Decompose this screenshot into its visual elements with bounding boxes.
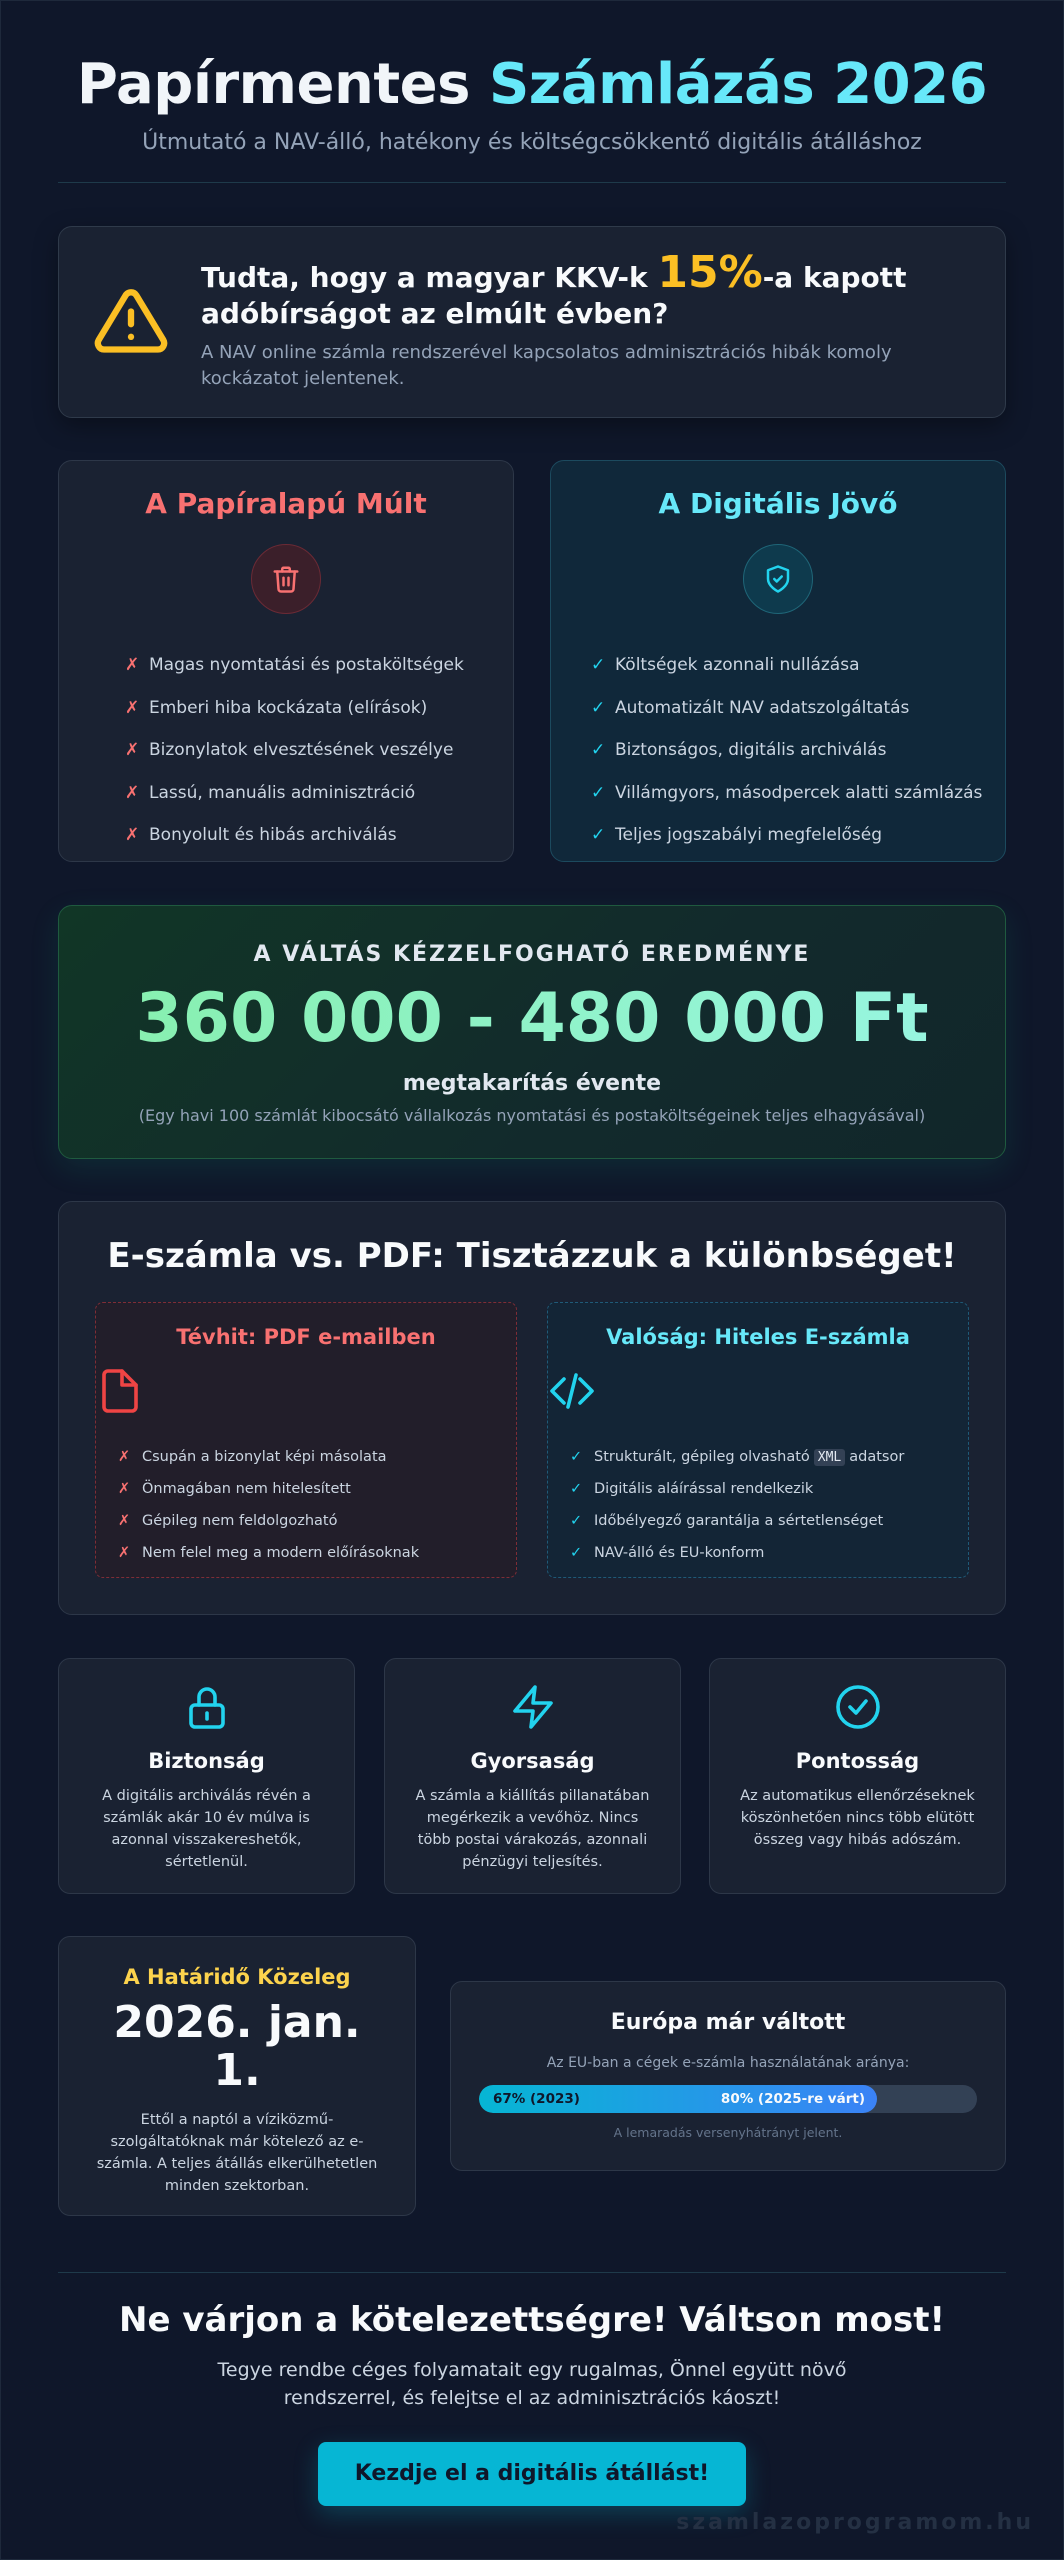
deadline-date: 2026. jan. 1. bbox=[113, 1997, 361, 2096]
cross-icon: ✗ bbox=[118, 1513, 131, 1529]
list-item-text: Gépileg nem feldolgozható bbox=[142, 1513, 338, 1529]
list-item-text: Biztonságos, digitális archiválás bbox=[615, 740, 887, 761]
page-subtitle: Útmutató a NAV-álló, hatékony és költségcsökkentő digitális átálláshoz bbox=[142, 130, 922, 155]
list-item bbox=[591, 687, 1005, 730]
cross-icon: ✗ bbox=[125, 740, 140, 761]
myth-title: Tévhit: PDF e-mailben bbox=[176, 1325, 436, 1349]
paper-past-card bbox=[58, 460, 514, 862]
europe-footnote: A lemaradás versenyhátrányt jelent. bbox=[613, 2125, 843, 2140]
list-item bbox=[591, 644, 1005, 687]
deadline-text: Ettől a naptól a víziközmű-szolgáltatóknak már kötelező az e-számla. A teljes átállás elkerülhetetlen minden szektorban. bbox=[96, 2112, 378, 2194]
einvoice-vs-pdf-section bbox=[58, 1201, 1006, 1615]
cross-icon: ✗ bbox=[125, 697, 140, 718]
alert-question-after: -a kapott adóbírságot az elmúlt évben? bbox=[201, 261, 907, 330]
cross-icon: ✗ bbox=[125, 782, 140, 803]
check-icon: ✓ bbox=[591, 740, 606, 761]
past-icon-bubble bbox=[251, 544, 321, 614]
feature-title: Biztonság bbox=[148, 1749, 265, 1773]
list-item bbox=[125, 814, 513, 857]
page-header bbox=[58, 50, 1006, 155]
europe-card bbox=[450, 1981, 1006, 2171]
list-item bbox=[125, 687, 513, 730]
list-item-text: adatsor bbox=[849, 1449, 905, 1465]
check-icon: ✓ bbox=[570, 1449, 583, 1465]
myth-list bbox=[118, 1441, 516, 1569]
cross-icon: ✗ bbox=[118, 1449, 131, 1465]
shield-check-icon bbox=[763, 564, 793, 594]
list-item-text: Nem felel meg a modern előírásoknak bbox=[142, 1545, 420, 1561]
label-2023: 67% (2023) bbox=[493, 2091, 580, 2107]
deadline-title: A Határidő Közeleg bbox=[123, 1965, 351, 1989]
compare-title: E-számla vs. PDF: Tisztázzuk a különbséget! bbox=[107, 1236, 957, 1276]
check-icon: ✓ bbox=[591, 655, 606, 676]
past-list bbox=[125, 644, 513, 857]
list-item-text: NAV-álló és EU-konform bbox=[594, 1545, 765, 1561]
future-icon-bubble bbox=[743, 544, 813, 614]
list-item bbox=[125, 772, 513, 815]
list-item-text: Teljes jogszabályi megfelelőség bbox=[615, 825, 883, 846]
list-item bbox=[591, 729, 1005, 772]
alert-question bbox=[201, 247, 961, 332]
list-item bbox=[570, 1537, 968, 1569]
cross-icon: ✗ bbox=[125, 655, 140, 676]
check-icon: ✓ bbox=[591, 825, 606, 846]
check-circle-icon bbox=[834, 1683, 882, 1731]
cross-icon: ✗ bbox=[118, 1481, 131, 1497]
cross-icon: ✗ bbox=[125, 825, 140, 846]
list-item bbox=[570, 1473, 968, 1505]
trash-icon bbox=[271, 564, 301, 594]
savings-note: (Egy havi 100 számlát kibocsátó vállalkozás nyomtatási és postaköltségeinek teljes elhagyásával) bbox=[138, 1106, 926, 1125]
page-title bbox=[58, 50, 1006, 120]
title-part-1: Papírmentes bbox=[76, 52, 470, 117]
list-item bbox=[591, 772, 1005, 815]
cross-icon: ✗ bbox=[118, 1545, 131, 1561]
list-item bbox=[118, 1537, 516, 1569]
list-item-text: Emberi hiba kockázata (elírások) bbox=[149, 697, 428, 718]
list-item-text: Csupán a bizonylat képi másolata bbox=[142, 1449, 387, 1465]
header-divider bbox=[58, 182, 1006, 183]
list-item-text: Költségek azonnali nullázása bbox=[615, 655, 860, 676]
warning-triangle-icon bbox=[93, 283, 169, 359]
list-item-text: Bizonylatok elvesztésének veszélye bbox=[149, 740, 454, 761]
feature-card-accuracy bbox=[709, 1658, 1006, 1894]
watermark: szamlazoprogramom.hu bbox=[676, 2510, 1034, 2535]
check-icon: ✓ bbox=[591, 697, 606, 718]
adoption-progress-bar bbox=[479, 2085, 977, 2113]
list-item-text: Villámgyors, másodpercek alatti számlázás bbox=[615, 782, 983, 803]
alert-question-before: Tudta, hogy a magyar KKV-k bbox=[201, 261, 648, 294]
feature-text: A számla a kiállítás pillanatában megérkezik a vevőhöz. Nincs több postai várakozás, azonnali pénzügyi teljesítés. bbox=[415, 1788, 650, 1870]
check-icon: ✓ bbox=[570, 1481, 583, 1497]
feature-text: A digitális archiválás révén a számlák akár 10 év múlva is azonnal visszakereshetők, sértetlenül. bbox=[102, 1788, 311, 1870]
feature-text: Az automatikus ellenőrzéseknek köszönhetően nincs több elütött összeg vagy hibás adószám. bbox=[740, 1788, 975, 1848]
savings-card bbox=[58, 905, 1006, 1159]
myth-box bbox=[95, 1302, 517, 1578]
list-item bbox=[118, 1441, 516, 1473]
list-item-text: Lassú, manuális adminisztráció bbox=[149, 782, 416, 803]
europe-subtitle: Az EU-ban a cégek e-számla használatának aránya: bbox=[546, 2055, 910, 2071]
list-item bbox=[125, 729, 513, 772]
alert-description: A NAV online számla rendszerével kapcsolatos adminisztrációs hibák komoly kockázatot jelentenek. bbox=[201, 342, 892, 389]
cta-divider bbox=[58, 2272, 1006, 2273]
feature-card-security bbox=[58, 1658, 355, 1894]
list-item-text: Bonyolult és hibás archiválás bbox=[149, 825, 397, 846]
feature-title: Pontosság bbox=[795, 1749, 920, 1773]
list-item-text: Önmagában nem hitelesített bbox=[142, 1481, 351, 1497]
title-part-2: Számlázás 2026 bbox=[488, 52, 988, 117]
savings-unit: megtakarítás évente bbox=[402, 1071, 662, 1096]
file-icon bbox=[96, 1367, 144, 1415]
reality-list bbox=[570, 1441, 968, 1569]
list-item bbox=[591, 814, 1005, 857]
list-item bbox=[125, 644, 513, 687]
feature-card-speed bbox=[384, 1658, 681, 1894]
cta-title: Ne várjon a kötelezettségre! Váltson most! bbox=[118, 2300, 946, 2340]
list-item bbox=[118, 1505, 516, 1537]
list-item-text: Automatizált NAV adatszolgáltatás bbox=[615, 697, 910, 718]
lock-icon bbox=[183, 1683, 231, 1731]
list-item-text: Strukturált, gépileg olvasható bbox=[594, 1449, 810, 1465]
cta-section bbox=[58, 2300, 1006, 2506]
fine-alert-card bbox=[58, 226, 1006, 418]
savings-value: 360 000 - 480 000 Ft bbox=[59, 977, 1005, 1061]
check-icon: ✓ bbox=[570, 1545, 583, 1561]
list-item-text: Időbélyegző garantálja a sértetlenséget bbox=[594, 1513, 884, 1529]
feature-title: Gyorsaság bbox=[470, 1749, 595, 1773]
list-item-text: Magas nyomtatási és postaköltségek bbox=[149, 655, 464, 676]
future-title: A Digitális Jövő bbox=[658, 487, 898, 520]
savings-kicker: A VÁLTÁS KÉZZELFOGHATÓ EREDMÉNYE bbox=[253, 942, 811, 967]
reality-title: Valóság: Hiteles E-számla bbox=[606, 1325, 910, 1349]
future-list bbox=[591, 644, 1005, 857]
lightning-icon bbox=[509, 1683, 557, 1731]
xml-code-tag: XML bbox=[814, 1449, 845, 1466]
label-2025: 80% (2025-re várt) bbox=[720, 2091, 865, 2107]
deadline-card bbox=[58, 1936, 416, 2216]
digital-future-card bbox=[550, 460, 1006, 862]
start-transition-button[interactable]: Kezdje el a digitális átállást! bbox=[318, 2442, 746, 2506]
check-icon: ✓ bbox=[591, 782, 606, 803]
cta-text: Tegye rendbe céges folyamatait egy rugalmas, Önnel együtt növő rendszerrel, és felejtse el az adminisztrációs káoszt! bbox=[217, 2359, 847, 2409]
code-icon bbox=[548, 1367, 596, 1415]
list-item-text: Digitális aláírással rendelkezik bbox=[594, 1481, 814, 1497]
check-icon: ✓ bbox=[570, 1513, 583, 1529]
reality-box bbox=[547, 1302, 969, 1578]
list-item bbox=[570, 1505, 968, 1537]
past-title: A Papíralapú Múlt bbox=[145, 487, 427, 520]
europe-title: Európa már váltott bbox=[610, 2010, 846, 2035]
list-item bbox=[118, 1473, 516, 1505]
list-item bbox=[570, 1441, 968, 1473]
alert-percent: 15% bbox=[657, 247, 763, 298]
